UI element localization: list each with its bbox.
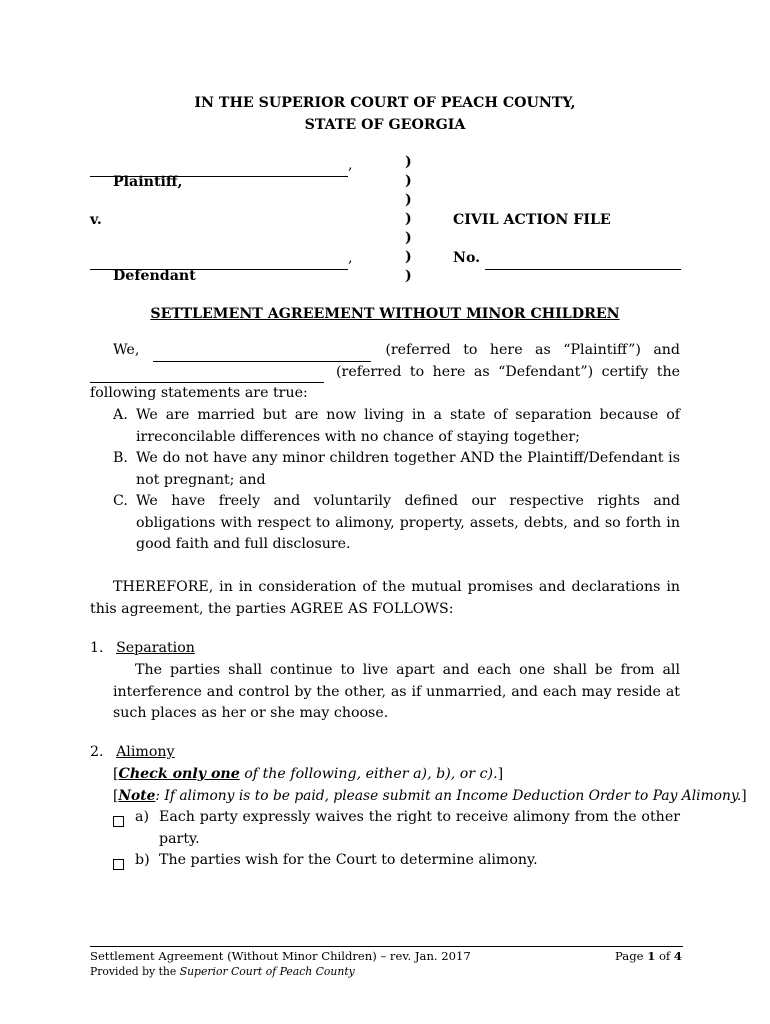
intro-we: We, — [113, 342, 140, 358]
plaintiff-intro-field[interactable] — [153, 347, 371, 362]
court-state: STATE OF GEORGIA — [304, 117, 466, 133]
case-number-row — [453, 248, 681, 270]
alimony-note: [Note: If alimony is to be paid, please submit an Income Deduction Order to Pay Alimony.] — [113, 788, 747, 804]
intro-referred-plaintiff: (referred to here as “Plaintiff”) and — [385, 342, 680, 358]
caption-parentheses: ) ) ) ) ) ) ) — [405, 154, 412, 284]
footer-divider — [90, 946, 683, 947]
therefore-paragraph: THEREFORE, in in consideration of the mutual promises and declarations in this agreement, the parties AGREE AS FOLLOWS: — [90, 579, 680, 617]
section-alimony-heading: 2. Alimony — [90, 744, 175, 760]
alimony-option-b[interactable]: b) The parties wish for the Court to determine alimony. — [113, 850, 680, 872]
civil-action-label: CIVIL ACTION FILE — [453, 212, 611, 228]
defendant-name-field[interactable]: , — [90, 248, 353, 270]
intro-referred-defendant: (referred to here as “Defendant”) certify the — [336, 363, 680, 380]
versus-label: v. — [90, 212, 102, 228]
plaintiff-label: Plaintiff, — [113, 174, 183, 190]
section-separation-body: The parties shall continue to live apart and each one shall be from all interference and control by the other, as if unmarried, and each may reside at such places as her or she may choose. — [113, 662, 680, 722]
footer-provided-by: Provided by the Superior Court of Peach County — [90, 965, 355, 978]
checkbox-icon[interactable] — [113, 816, 124, 827]
case-number-label: No. — [453, 250, 481, 266]
alimony-option-a[interactable]: a) Each party expressly waives the right to receive alimony from the other party. — [113, 807, 680, 850]
document-title: SETTLEMENT AGREEMENT WITHOUT MINOR CHILDREN — [150, 306, 620, 322]
statement-b: B. We do not have any minor children together AND the Plaintiff/Defendant is not pregnant; and — [113, 450, 680, 488]
plaintiff-name-field[interactable]: , — [90, 155, 353, 177]
defendant-intro-field[interactable] — [90, 366, 324, 383]
footer-form-name: Settlement Agreement (Without Minor Children) – rev. Jan. 2017 — [90, 949, 471, 963]
statement-c: C. We have freely and voluntarily defined our respective rights and obligations with respect to alimony, property, assets, debts, and so forth in good faith and full disclosure. — [113, 493, 680, 553]
footer-page-number: Page 1 of 4 — [615, 949, 682, 963]
statement-a: A. We are married but are now living in a state of separation because of irreconcilable differences with no chance of staying together; — [113, 407, 680, 445]
intro-paragraph — [90, 340, 680, 405]
checkbox-icon[interactable] — [113, 859, 124, 870]
court-title: IN THE SUPERIOR COURT OF PEACH COUNTY, — [194, 95, 576, 111]
defendant-label: Defendant — [113, 268, 196, 284]
section-separation-heading: 1. Separation — [90, 640, 195, 656]
case-number-field[interactable] — [485, 255, 681, 270]
alimony-instruction: [Check only one of the following, either a), b), or c).] — [113, 766, 504, 782]
intro-following: following statements are true: — [90, 385, 308, 402]
